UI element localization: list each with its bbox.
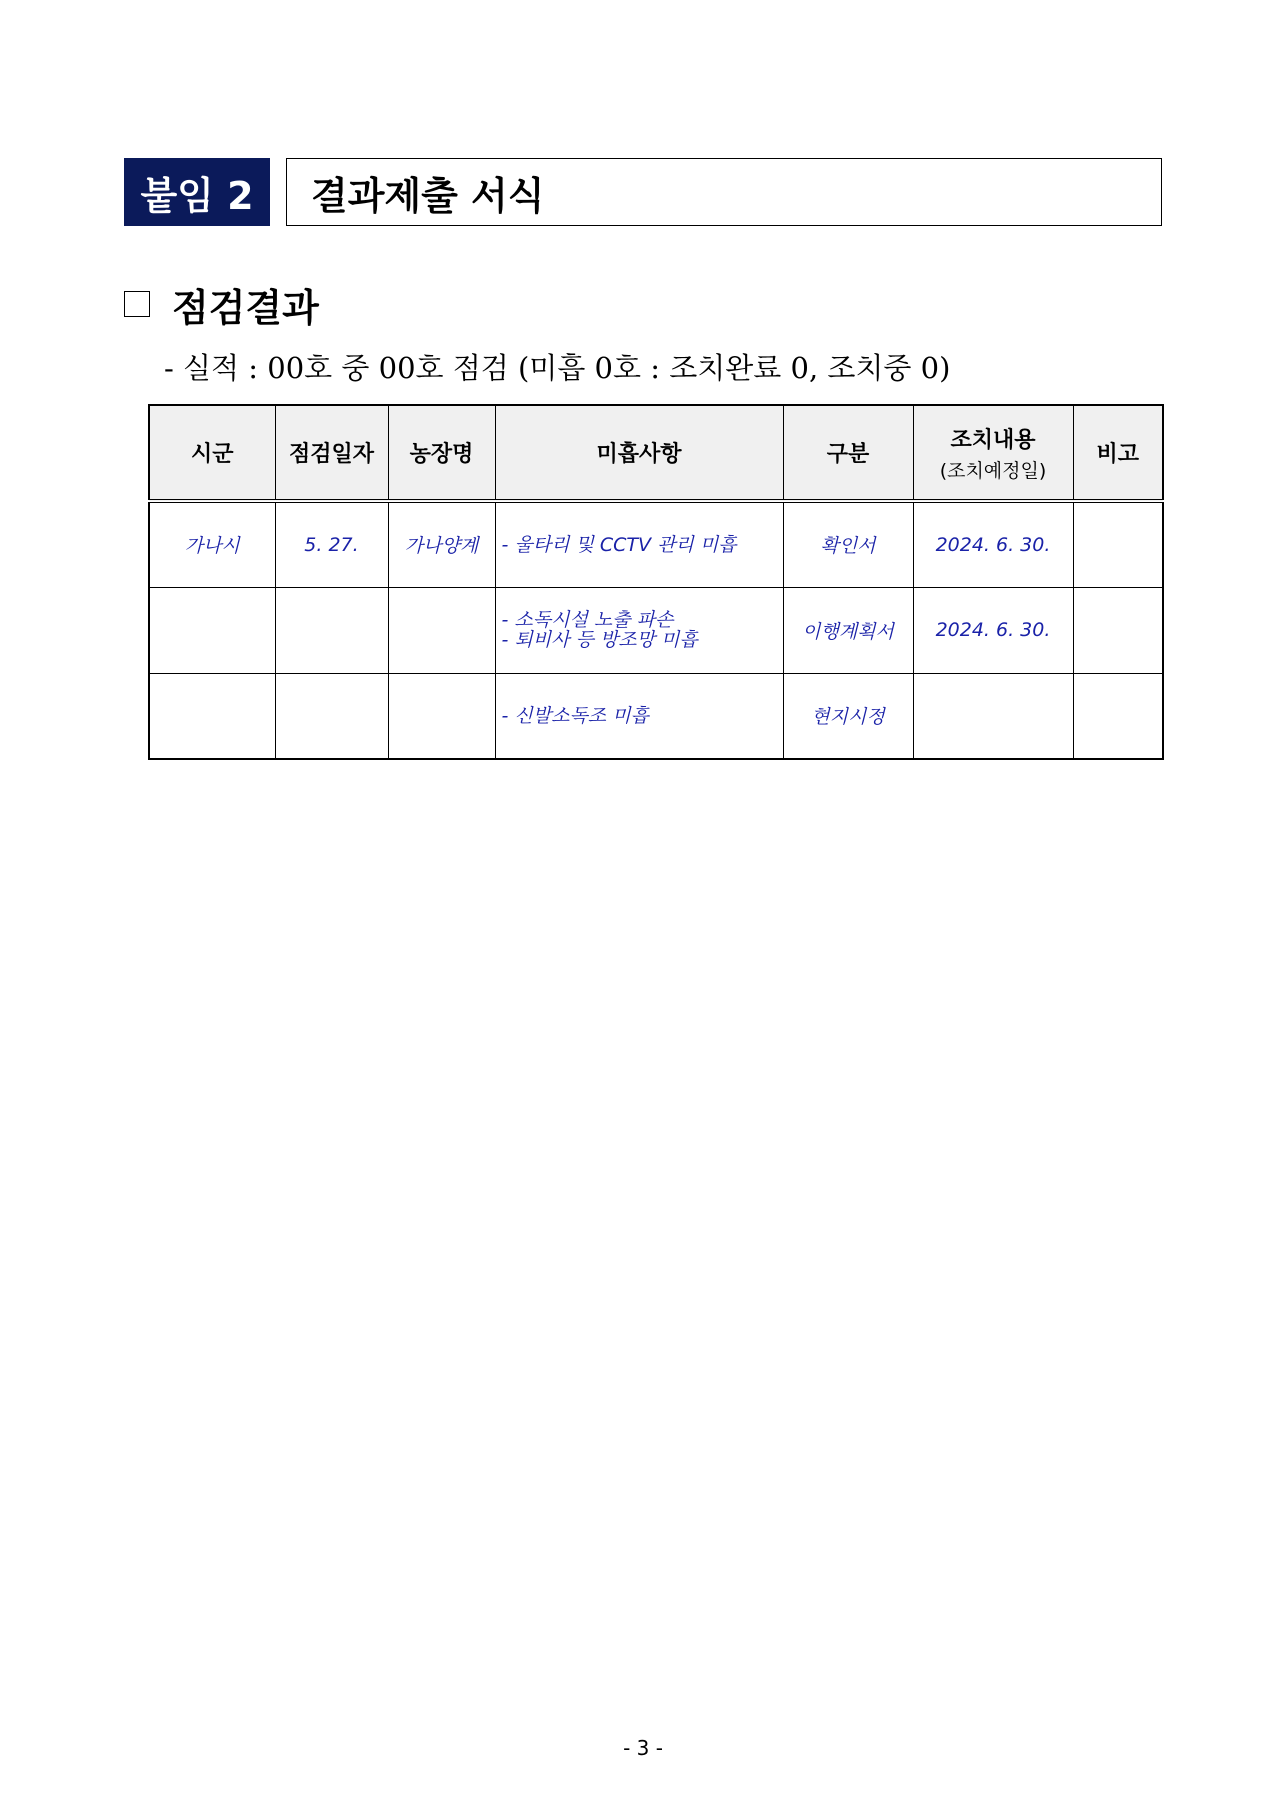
column-header-farm: 농장명 bbox=[388, 405, 495, 501]
cell-farm bbox=[388, 673, 495, 759]
cell-issues bbox=[495, 501, 783, 587]
cell-category: 현지시정 bbox=[783, 673, 913, 759]
cell-farm: 가나양계 bbox=[388, 501, 495, 587]
column-header-note: 비고 bbox=[1073, 405, 1163, 501]
cell-city bbox=[149, 673, 275, 759]
cell-date bbox=[275, 587, 388, 673]
cell-date: 5. 27. bbox=[275, 501, 388, 587]
page-number: - 3 - bbox=[623, 1736, 663, 1760]
column-header-category: 구분 bbox=[783, 405, 913, 501]
results-table bbox=[148, 404, 1164, 760]
square-bullet-icon bbox=[124, 291, 150, 317]
cell-action bbox=[913, 673, 1073, 759]
column-header-issues: 미흡사항 bbox=[495, 405, 783, 501]
table-row bbox=[149, 501, 1163, 587]
attachment-badge bbox=[124, 158, 270, 226]
column-header-action-sub: (조치예정일) bbox=[939, 459, 1047, 482]
cell-category: 확인서 bbox=[783, 501, 913, 587]
table-header-row bbox=[149, 405, 1163, 501]
attachment-badge-label: 붙임 2 bbox=[140, 173, 254, 218]
cell-issues bbox=[495, 673, 783, 759]
issue-item: - 소독시설 노출 파손 bbox=[501, 609, 674, 631]
column-header-date: 점검일자 bbox=[275, 405, 388, 501]
table-row bbox=[149, 587, 1163, 673]
cell-action: 2024. 6. 30. bbox=[913, 501, 1073, 587]
column-header-action: 조치내용 (조치예정일) bbox=[913, 405, 1073, 501]
cell-note bbox=[1073, 673, 1163, 759]
section-heading-label: 점검결과 bbox=[172, 285, 319, 330]
cell-city: 가나시 bbox=[149, 501, 275, 587]
section-heading bbox=[124, 278, 319, 330]
cell-issues bbox=[495, 587, 783, 673]
issue-item: - 울타리 및 CCTV 관리 미흡 bbox=[501, 533, 737, 556]
table-row bbox=[149, 673, 1163, 759]
cell-category: 이행계획서 bbox=[783, 587, 913, 673]
cell-action: 2024. 6. 30. bbox=[913, 587, 1073, 673]
form-title-box bbox=[286, 158, 1162, 226]
column-header-city: 시군 bbox=[149, 405, 275, 501]
cell-note bbox=[1073, 501, 1163, 587]
form-title: 결과제출 서식 bbox=[311, 173, 545, 218]
cell-note bbox=[1073, 587, 1163, 673]
cell-city bbox=[149, 587, 275, 673]
issue-item: - 신발소독조 미흡 bbox=[501, 704, 649, 727]
cell-date bbox=[275, 673, 388, 759]
result-summary: - 실적 : 00호 중 00호 점검 (미흡 0호 : 조치완료 0, 조치중 0) bbox=[164, 351, 951, 385]
issue-item: - 퇴비사 등 방조망 미흡 bbox=[501, 629, 698, 651]
cell-farm bbox=[388, 587, 495, 673]
